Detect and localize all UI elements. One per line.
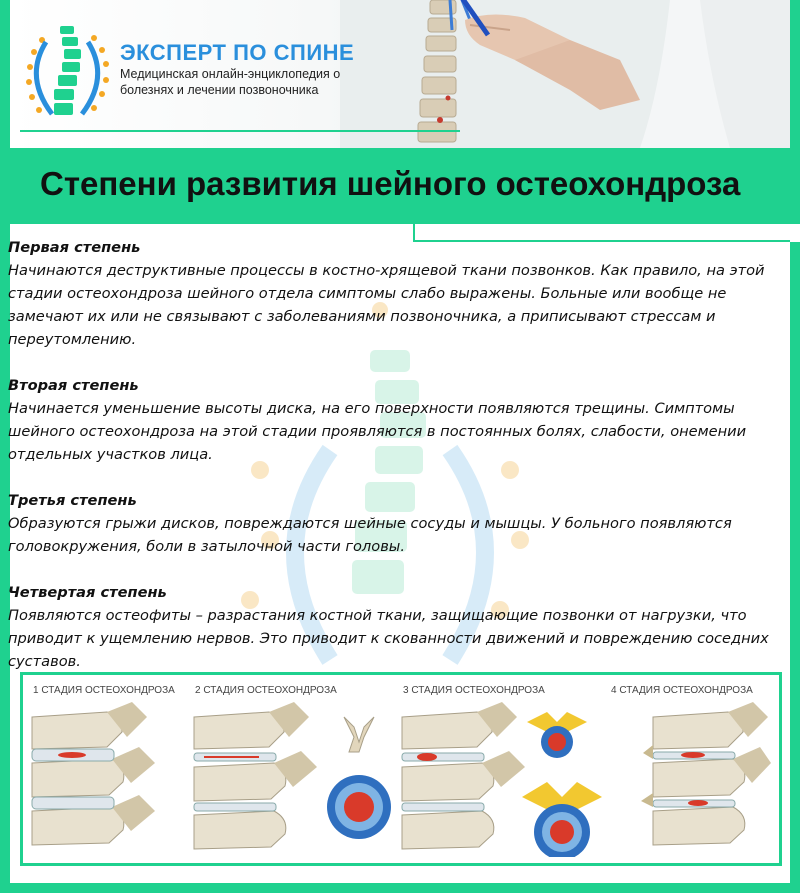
section-heading: Первая степень [8,239,141,256]
section-heading: Вторая степень [8,377,139,394]
stages-illustration [20,672,782,866]
header-divider [20,130,460,132]
section-text: Начинается уменьшение высоты диска, на его поверхности появляются трещины. Симптомы шейного остеохондроза на этой стадии проявляются в постоянных болях, слабости, онемении отдельных участков лица. [8,400,747,463]
content [8,236,790,696]
stage-2-vertebrae-icon [189,697,394,857]
doctor-spine-model-image [340,0,790,148]
section-text: Начинаются деструктивные процессы в костно-хрящевой ткани позвонков. Как правило, на этой стадии остеохондроза шейного отдела симптомы слабо выражены. Больные или вообще не замечают их или не связывают с заболеваниями позвоночника, а приписывают стрессам и переутомлению. [8,262,765,348]
section-text: Образуются грыжи дисков, повреждаются шейные сосуды и мышцы. У больного появляются головокружения, боли в затылочной части головы. [8,515,732,555]
stage-3-label: 3 СТАДИЯ ОСТЕОХОНДРОЗА [403,685,545,696]
stage-3-vertebrae-icon [397,697,602,857]
frame-right [790,0,800,893]
logo-subtitle: Медицинская онлайн-энциклопедия о болезнях и лечении позвоночника [120,67,341,97]
stage-4-vertebrae-icon [623,697,773,857]
stage-1-vertebrae-icon [27,697,187,857]
section-stage-1 [8,236,790,351]
page-title: Степени развития шейного остеохондроза [40,165,741,202]
section-stage-2 [8,374,790,466]
section-heading: Третья степень [8,492,137,509]
stage-1-label: 1 СТАДИЯ ОСТЕОХОНДРОЗА [33,685,175,696]
frame-bottom [0,883,800,893]
header [10,0,790,148]
section-heading: Четвертая степень [8,584,167,601]
logo-title[interactable]: ЭКСПЕРТ ПО СПИНЕ [120,40,355,65]
stage-4-label: 4 СТАДИЯ ОСТЕОХОНДРОЗА [611,685,753,696]
spine-logo-icon [24,22,110,126]
section-stage-3 [8,489,790,558]
section-text: Появляются остеофиты – разрастания костной ткани, защищающие позвонки от нагрузки, что приводит к ущемлению нервов. Это приводит к скованности движений и повреждению соседних суставов. [8,607,769,670]
section-stage-4 [8,581,790,673]
stage-2-label: 2 СТАДИЯ ОСТЕОХОНДРОЗА [195,685,337,696]
